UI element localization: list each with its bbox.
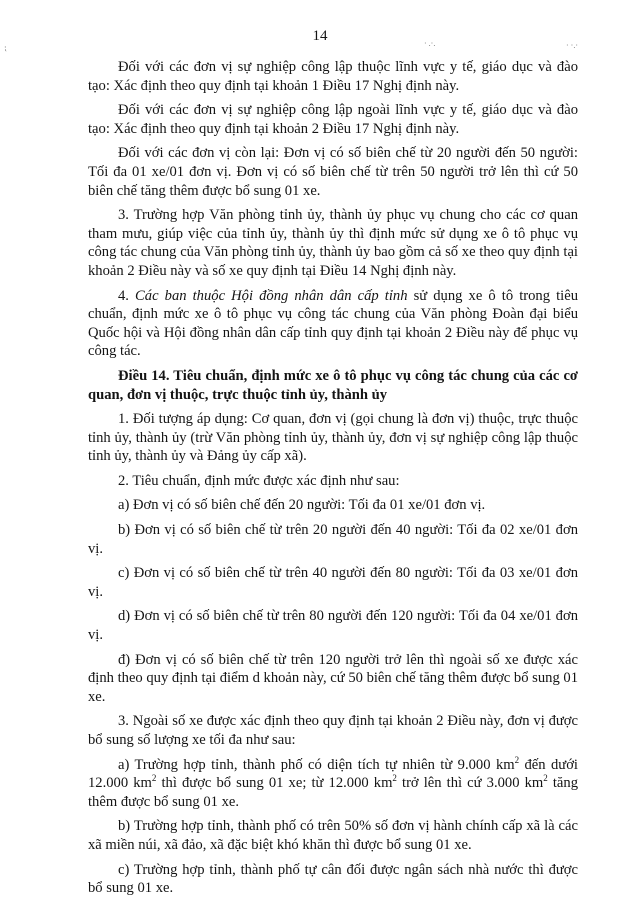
- list-item: d) Đơn vị có số biên chế từ trên 80 người đến 120 người: Tối đa 04 xe/01 đơn vị.: [88, 608, 578, 644]
- superscript: 2: [392, 773, 397, 784]
- document-body: [88, 58, 578, 904]
- text-run: đến dưới 12.000 km: [88, 756, 578, 792]
- list-item: a) Đơn vị có số biên chế đến 20 người: Tối đa 01 xe/01 đơn vị.: [118, 497, 486, 514]
- scan-speck: · ·.·: [566, 41, 578, 50]
- paragraph: Đối với các đơn vị sự nghiệp công lập thuộc lĩnh vực y tế, giáo dục và đào tạo: Xác định theo quy định tại khoản 1 Điều 17 Nghị định này.: [88, 59, 578, 94]
- paragraph: 3. Ngoài số xe được xác định theo quy định tại khoản 2 Điều này, đơn vị được bổ sung số lượng xe tối đa như sau:: [88, 713, 578, 748]
- scan-speck: ⁏: [4, 43, 7, 52]
- paragraph: 1. Đối tượng áp dụng: Cơ quan, đơn vị (gọi chung là đơn vị) thuộc, trực thuộc tỉnh ủy, thành ủy (trừ Văn phòng tỉnh ủy, thành ủy, đơn vị sự nghiệp công lập thuộc tỉnh ủy, thành ủy và Đảng ủy cấp xã).: [88, 411, 578, 465]
- page-number: 14: [312, 28, 328, 44]
- paragraph: [88, 287, 578, 361]
- paragraph: 3. Trường hợp Văn phòng tỉnh ủy, thành ủy phục vụ chung cho các cơ quan tham mưu, giúp việc của tỉnh ủy, thành ủy thì định mức sử dụng xe ô tô phục vụ công tác chung của Văn phòng tỉnh ủy, thành ủy bao gồm cả số xe theo quy định tại khoản 2 Điều này và số xe quy định tại Điều 14 Nghị định này.: [88, 207, 578, 279]
- text-run: trở lên thì cứ 3.000 km: [396, 775, 544, 792]
- paragraph-rest: sử dụng xe ô tô trong tiêu chuẩn, định mức xe ô tô phục vụ công tác chung của Văn phòng Đoàn đại biểu Quốc hội và Hội đồng nhân dân cấp tỉnh quy định tại khoản 2 Điều này để phục vụ công tác.: [88, 287, 578, 360]
- list-item: b) Trường hợp tỉnh, thành phố có trên 50% số đơn vị hành chính cấp xã là các xã miền núi, xã đảo, xã đặc biệt khó khăn thì được bổ sung 01 xe.: [88, 818, 578, 853]
- list-item: b) Đơn vị có số biên chế từ trên 20 người đến 40 người: Tối đa 02 xe/01 đơn vị.: [88, 522, 578, 557]
- superscript: 2: [543, 773, 548, 784]
- paragraph: Đối với các đơn vị còn lại: Đơn vị có số biên chế từ 20 người đến 50 người: Tối đa 01 xe/01 đơn vị. Đơn vị có số biên chế từ trên 50 người trở lên thì cứ 50 biên chế tăng thêm được bổ sung 01 xe.: [88, 145, 578, 199]
- paragraph: Đối với các đơn vị sự nghiệp công lập ngoài lĩnh vực y tế, giáo dục và đào tạo: Xác định theo quy định tại khoản 2 Điều 17 Nghị định này.: [88, 102, 578, 137]
- list-item: [88, 756, 578, 812]
- superscript: 2: [151, 773, 157, 784]
- paragraph: 2. Tiêu chuẩn, định mức được xác định như sau:: [118, 472, 400, 489]
- list-item: c) Trường hợp tỉnh, thành phố tự cân đối được ngân sách nhà nước thì được bổ sung 01 xe.: [88, 861, 578, 897]
- list-item: c) Đơn vị có số biên chế từ trên 40 người đến 80 người: Tối đa 03 xe/01 đơn vị.: [88, 565, 578, 600]
- superscript: 2: [514, 754, 520, 765]
- paragraph-prefix: 4.: [118, 287, 136, 304]
- scan-speck: · .·.: [424, 39, 436, 48]
- list-item: đ) Đơn vị có số biên chế từ trên 120 người trở lên thì ngoài số xe được xác định theo quy định tại điểm d khoản này, cứ 50 biên chế tăng thêm được bổ sung 01 xe.: [88, 651, 578, 705]
- text-run: tăng thêm được bổ sung 01 xe.: [88, 775, 578, 810]
- text-run: a) Trường hợp tỉnh, thành phố có diện tích tự nhiên từ 9.000 km: [118, 756, 515, 773]
- article-heading: Điều 14. Tiêu chuẩn, định mức xe ô tô phục vụ công tác chung của các cơ quan, đơn vị thuộc, trực thuộc tỉnh ủy, thành ủy: [88, 367, 578, 403]
- italic-phrase: Các ban thuộc Hội đồng nhân dân cấp tỉnh: [135, 287, 408, 304]
- text-run: thì được bổ sung 01 xe; từ 12.000 km: [156, 775, 393, 792]
